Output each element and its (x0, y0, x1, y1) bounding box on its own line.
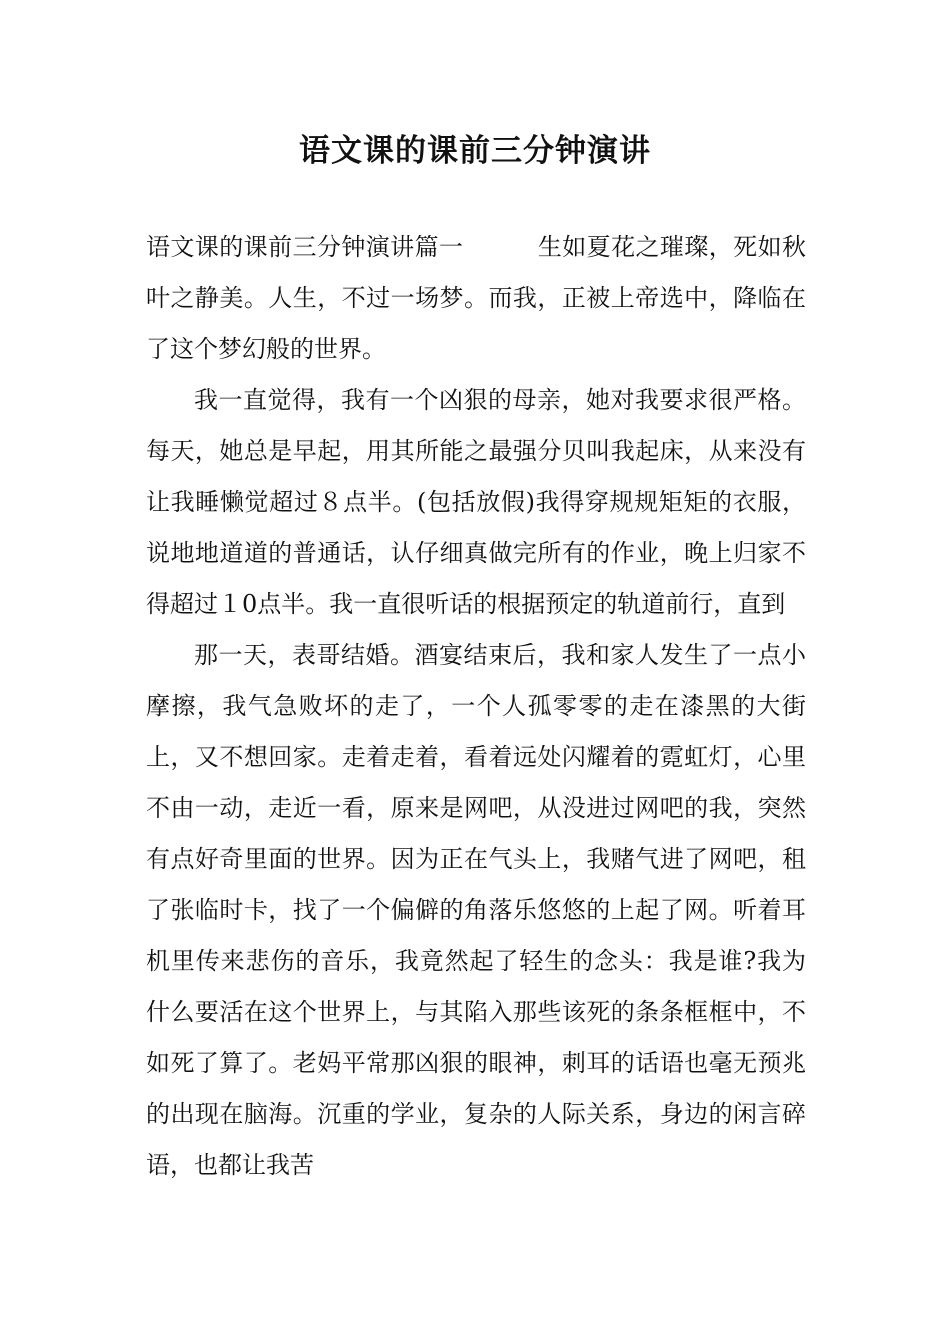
paragraph-2: 我一直觉得，我有一个凶狠的母亲，她对我要求很严格。每天，她总是早起，用其所能之最强分贝叫我起床，从来没有让我睡懒觉超过８点半。(包括放假)我得穿规规矩矩的衣服，说地地道道的普通话，认仔细真做完所有的作业，晚上归家不得超过１0点半。我一直很听话的根据预定的轨道前行，直到 (146, 386, 806, 618)
paragraph-1-text: 生如夏花之璀璨，死如秋叶之静美。人生，不过一场梦。而我，正被上帝选中，降临在了这个梦幻般的世界。 (146, 233, 807, 363)
paragraph-1 (146, 222, 806, 375)
document-body (146, 222, 806, 1191)
document-title: 语文课的课前三分钟演讲 (299, 133, 651, 169)
paragraph-3: 那一天，表哥结婚。酒宴结束后，我和家人发生了一点小摩擦，我气急败坏的走了，一个人孤零零的走在漆黑的大街上，又不想回家。走着走着，看着远处闪耀着的霓虹灯，心里不由一动，走近一看，原来是网吧，从没进过网吧的我，突然有点好奇里面的世界。因为正在气头上，我赌气进了网吧，租了张临时卡，找了一个偏僻的角落乐悠悠的上起了网。听着耳机里传来悲伤的音乐，我竟然起了轻生的念头：我是谁?我为什么要活在这个世界上，与其陷入那些该死的条条框框中，不如死了算了。老妈平常那凶狠的眼神，刺耳的话语也毫无预兆的出现在脑海。沉重的学业，复杂的人际关系，身边的闲言碎语，也都让我苦 (146, 641, 806, 1179)
inline-heading: 语文课的课前三分钟演讲篇一 (146, 233, 464, 261)
